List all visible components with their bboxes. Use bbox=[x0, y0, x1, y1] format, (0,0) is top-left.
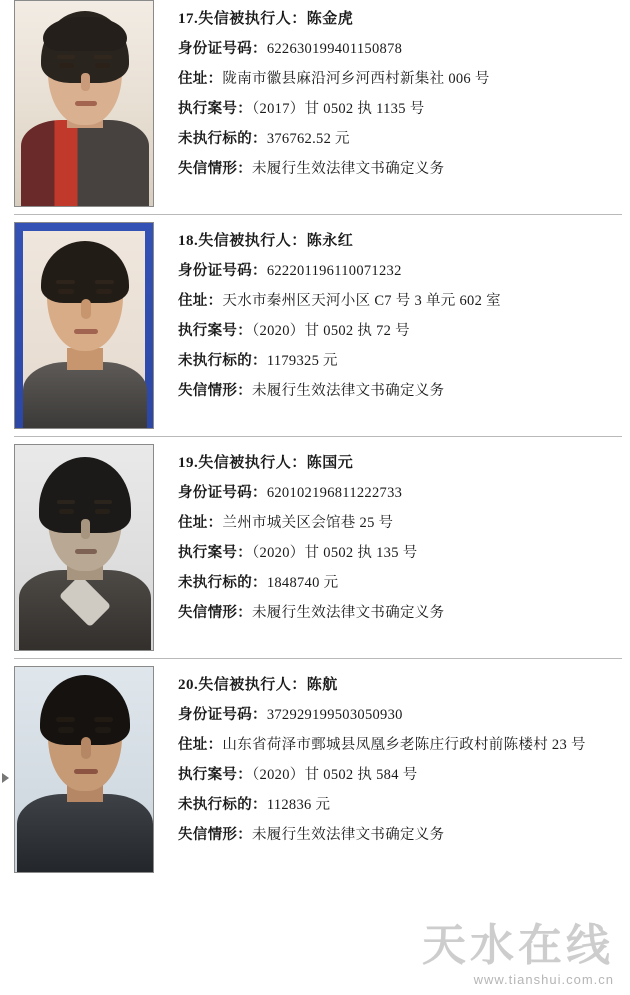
record-id-line bbox=[178, 34, 622, 64]
situation-label: 失信情形： bbox=[178, 383, 252, 399]
record-title bbox=[178, 670, 622, 700]
address-label: 住址： bbox=[178, 737, 223, 753]
address-value: 兰州市城关区会馆巷 25 号 bbox=[222, 515, 394, 531]
record-address-line bbox=[178, 64, 622, 94]
situation-value: 未履行生效法律文书确定义务 bbox=[252, 605, 445, 621]
case-value: （2017）甘 0502 执 1135 号 bbox=[252, 101, 425, 117]
record-situation-line bbox=[178, 820, 622, 850]
record-title bbox=[178, 226, 622, 256]
divider bbox=[14, 658, 622, 659]
portrait-photo bbox=[15, 667, 153, 872]
amount-label: 未执行标的： bbox=[178, 131, 267, 147]
record-index: 20. bbox=[178, 677, 199, 693]
amount-label: 未执行标的： bbox=[178, 353, 267, 369]
id-value: 622630199401150878 bbox=[266, 41, 403, 57]
record-title bbox=[178, 448, 622, 478]
record-info bbox=[154, 444, 622, 628]
id-label: 身份证号码： bbox=[178, 263, 267, 279]
record-amount-line bbox=[178, 124, 622, 154]
divider bbox=[14, 214, 622, 215]
name-label: 失信被执行人： bbox=[198, 11, 307, 27]
record-info bbox=[154, 222, 622, 406]
person-name: 陈金虎 bbox=[306, 11, 354, 27]
record-case-line bbox=[178, 316, 622, 346]
record-case-line bbox=[178, 538, 622, 568]
record-situation-line bbox=[178, 598, 622, 628]
record-index: 17. bbox=[178, 11, 199, 27]
record-situation-line bbox=[178, 154, 622, 184]
record-id-line bbox=[178, 700, 622, 730]
case-value: （2020）甘 0502 执 72 号 bbox=[252, 323, 410, 339]
record-case-line bbox=[178, 760, 622, 790]
situation-value: 未履行生效法律文书确定义务 bbox=[252, 161, 445, 177]
portrait-photo bbox=[15, 223, 153, 428]
situation-label: 失信情形： bbox=[178, 605, 252, 621]
watermark-text: 天水在线 bbox=[422, 921, 614, 970]
address-value: 山东省荷泽市鄄城县凤凰乡老陈庄行政村前陈楼村 23 号 bbox=[222, 737, 586, 753]
amount-value: 1179325 元 bbox=[266, 353, 338, 369]
record-address-line bbox=[178, 508, 622, 538]
record-info bbox=[154, 0, 622, 184]
case-value: （2020）甘 0502 执 584 号 bbox=[252, 767, 418, 783]
name-label: 失信被执行人： bbox=[198, 233, 307, 249]
list-item bbox=[14, 222, 622, 429]
page-marker-icon bbox=[2, 773, 9, 783]
name-label: 失信被执行人： bbox=[198, 455, 307, 471]
person-name: 陈永红 bbox=[306, 233, 354, 249]
id-label: 身份证号码： bbox=[178, 707, 267, 723]
case-label: 执行案号： bbox=[178, 545, 252, 561]
id-label: 身份证号码： bbox=[178, 41, 267, 57]
amount-label: 未执行标的： bbox=[178, 575, 267, 591]
amount-value: 1848740 元 bbox=[266, 575, 339, 591]
case-label: 执行案号： bbox=[178, 767, 252, 783]
situation-value: 未履行生效法律文书确定义务 bbox=[252, 383, 445, 399]
record-amount-line bbox=[178, 790, 622, 820]
photo-cell bbox=[14, 444, 154, 651]
address-label: 住址： bbox=[178, 71, 223, 87]
record-index: 19. bbox=[178, 455, 199, 471]
name-label: 失信被执行人： bbox=[198, 677, 307, 693]
person-name: 陈航 bbox=[306, 677, 338, 693]
situation-value: 未履行生效法律文书确定义务 bbox=[252, 827, 445, 843]
case-value: （2020）甘 0502 执 135 号 bbox=[252, 545, 418, 561]
record-address-line bbox=[178, 730, 622, 760]
record-situation-line bbox=[178, 376, 622, 406]
record-address-line bbox=[178, 286, 622, 316]
id-value: 372929199503050930 bbox=[266, 707, 403, 723]
id-value: 620102196811222733 bbox=[266, 485, 403, 501]
amount-label: 未执行标的： bbox=[178, 797, 267, 813]
address-label: 住址： bbox=[178, 293, 223, 309]
photo-cell bbox=[14, 0, 154, 207]
amount-value: 112836 元 bbox=[266, 797, 331, 813]
case-label: 执行案号： bbox=[178, 101, 252, 117]
watermark-url: www.tianshui.com.cn bbox=[473, 972, 614, 987]
id-value: 622201196110071232 bbox=[266, 263, 402, 279]
portrait-photo bbox=[15, 445, 153, 650]
amount-value: 376762.52 元 bbox=[266, 131, 350, 147]
record-amount-line bbox=[178, 568, 622, 598]
record-case-line bbox=[178, 94, 622, 124]
address-label: 住址： bbox=[178, 515, 223, 531]
person-name: 陈国元 bbox=[306, 455, 354, 471]
record-id-line bbox=[178, 256, 622, 286]
record-amount-line bbox=[178, 346, 622, 376]
divider bbox=[14, 436, 622, 437]
record-title bbox=[178, 4, 622, 34]
record-index: 18. bbox=[178, 233, 199, 249]
photo-cell bbox=[14, 222, 154, 429]
watermark bbox=[422, 921, 614, 987]
list-item bbox=[14, 666, 622, 873]
situation-label: 失信情形： bbox=[178, 827, 252, 843]
address-value: 陇南市徽县麻沿河乡河西村新集社 006 号 bbox=[222, 71, 490, 87]
list-item bbox=[14, 0, 622, 207]
id-label: 身份证号码： bbox=[178, 485, 267, 501]
portrait-photo bbox=[15, 1, 153, 206]
photo-cell bbox=[14, 666, 154, 873]
list-item bbox=[14, 444, 622, 651]
situation-label: 失信情形： bbox=[178, 161, 252, 177]
record-id-line bbox=[178, 478, 622, 508]
case-label: 执行案号： bbox=[178, 323, 252, 339]
record-info bbox=[154, 666, 622, 850]
address-value: 天水市秦州区天河小区 C7 号 3 单元 602 室 bbox=[222, 293, 501, 309]
